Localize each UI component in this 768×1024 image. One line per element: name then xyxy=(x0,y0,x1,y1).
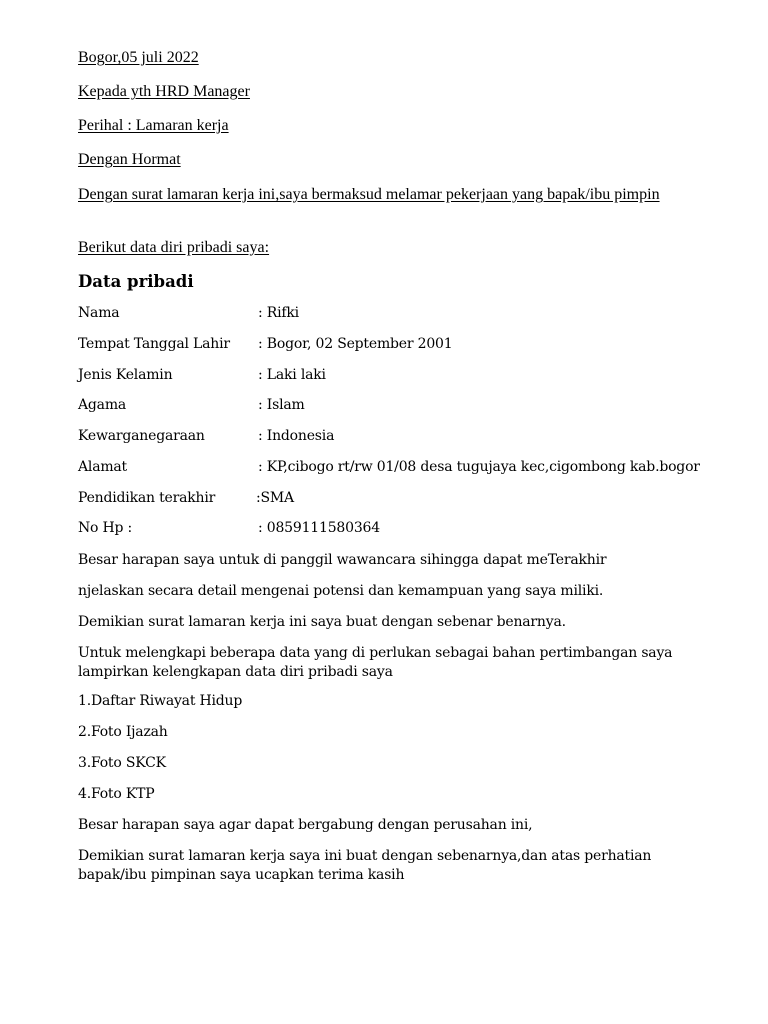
attachment-item: 2.Foto Ijazah xyxy=(78,724,168,740)
body-paragraph: njelaskan secara detail mengenai potensi dan kemampuan yang saya miliki. xyxy=(78,583,604,599)
letter-recipient: Kepada yth HRD Manager xyxy=(78,83,250,100)
data-row-label: Agama xyxy=(78,397,127,413)
data-row xyxy=(78,520,698,538)
data-intro: Berikut data diri pribadi saya: xyxy=(78,239,270,256)
data-row xyxy=(78,367,698,385)
letter-subject: Perihal : Lamaran kerja xyxy=(78,117,229,134)
data-row-label: Alamat xyxy=(78,459,127,475)
data-row xyxy=(78,490,698,508)
attachment-item: 4.Foto KTP xyxy=(78,786,155,802)
data-row-label: Kewarganegaraan xyxy=(78,428,205,444)
body-paragraph: Untuk melengkapi beberapa data yang di perlukan sebagai bahan pertimbangan saya lampirkan kelengkapan data diri pribadi saya xyxy=(78,645,673,680)
body-paragraph: Besar harapan saya untuk di panggil wawancara sihingga dapat meTerakhir xyxy=(78,552,607,568)
attachment-item: 3.Foto SKCK xyxy=(78,755,166,771)
data-row-label: No Hp : xyxy=(78,520,133,536)
section-title-personal-data: Data pribadi xyxy=(78,272,194,291)
letter-date: Bogor,05 juli 2022 xyxy=(78,49,199,66)
body-paragraph: Demikian surat lamaran kerja ini saya buat dengan sebenar benarnya. xyxy=(78,614,566,630)
data-row-value: : Islam xyxy=(258,397,305,413)
body-paragraph: Demikian surat lamaran kerja saya ini buat dengan sebenarnya,dan atas perhatian bapak/ibu pimpinan saya ucapkan terima kasih xyxy=(78,848,652,883)
data-row xyxy=(78,428,698,446)
data-row-value: : KP,cibogo rt/rw 01/08 desa tugujaya kec,cigombong kab.bogor xyxy=(258,459,700,475)
data-row-value: : Laki laki xyxy=(258,367,326,383)
letter-greeting: Dengan Hormat xyxy=(78,151,181,168)
data-row-label: Pendidikan terakhir xyxy=(78,490,216,506)
body-paragraph: Besar harapan saya agar dapat bergabung dengan perusahan ini, xyxy=(78,817,533,833)
attachment-item: 1.Daftar Riwayat Hidup xyxy=(78,693,243,709)
data-row-value: :SMA xyxy=(256,490,294,506)
data-row-label: Jenis Kelamin xyxy=(78,367,173,383)
data-row-label: Nama xyxy=(78,305,120,321)
letter-intro: Dengan surat lamaran kerja ini,saya bermaksud melamar pekerjaan yang bapak/ibu pimpin xyxy=(78,186,660,203)
data-row-value: : Bogor, 02 September 2001 xyxy=(258,336,453,352)
data-row-value: : Indonesia xyxy=(258,428,335,444)
data-row xyxy=(78,397,698,415)
data-row xyxy=(78,336,698,354)
data-row-label: Tempat Tanggal Lahir xyxy=(78,336,230,352)
data-row-value: : 0859111580364 xyxy=(258,520,380,536)
data-row xyxy=(78,459,698,477)
data-row xyxy=(78,305,698,323)
data-row-value: : Rifki xyxy=(258,305,299,321)
